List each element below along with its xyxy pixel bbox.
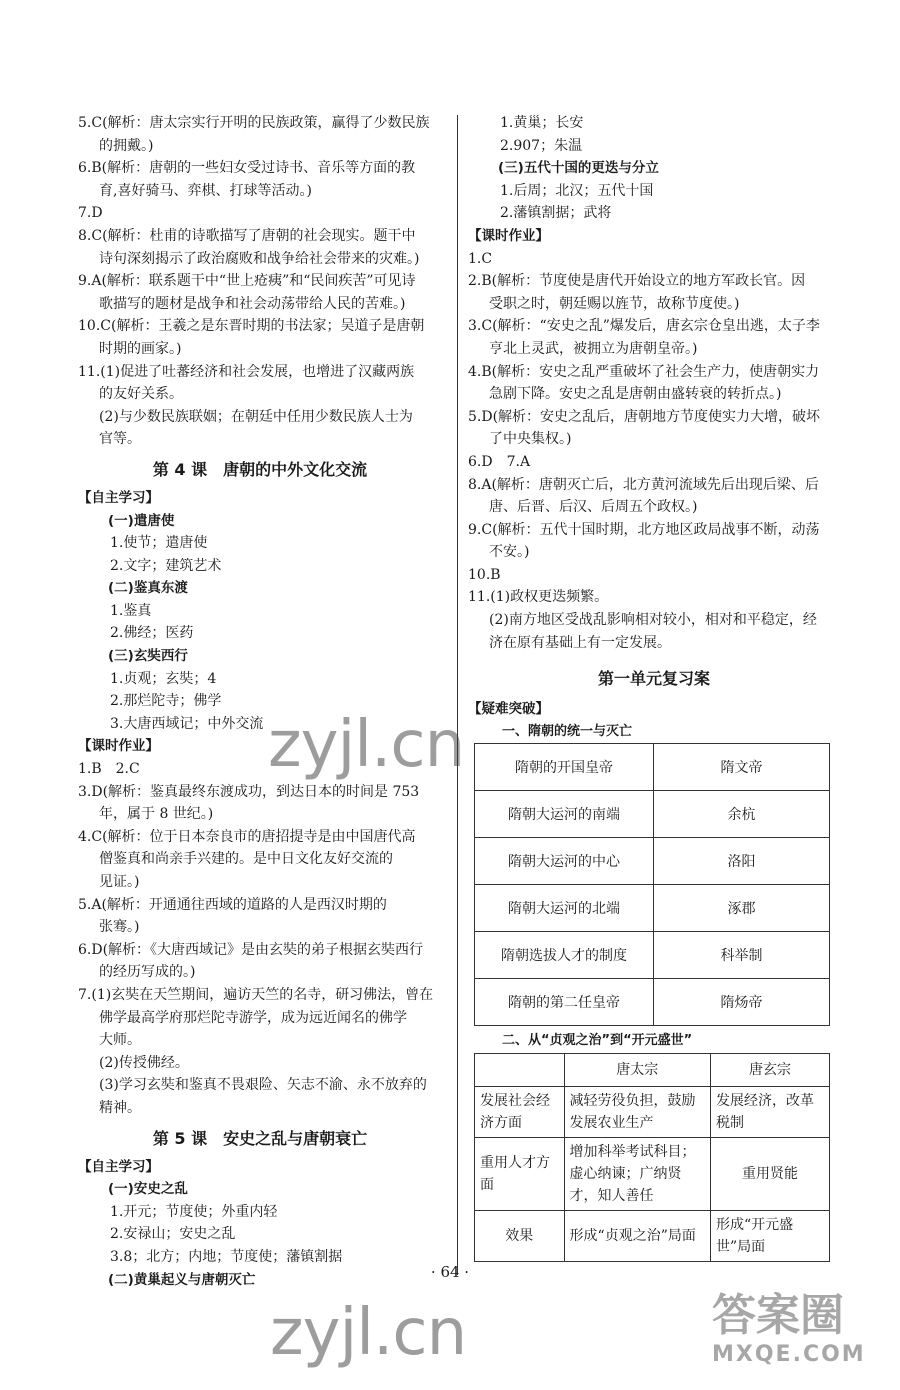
text-line: 8.C(解析：杜甫的诗歌描写了唐朝的社会现实。题干中: [78, 227, 416, 244]
text-line: 9.A(解析：联系题干中“世上疮痍”和“民间疾苦”可见诗: [78, 273, 416, 290]
table-header-cell: [475, 1054, 565, 1087]
text-line: (3)学习玄奘和鉴真不畏艰险、矢志不渝、永不放弃的: [99, 1077, 427, 1094]
text-line: 的友好关系。: [99, 386, 183, 403]
text-line: 1.使节；遣唐使: [110, 535, 208, 552]
text-line: 11.(1)促进了吐蕃经济和社会发展，也增进了汉藏两族: [78, 363, 415, 380]
text-line: 2.藩镇割据；武将: [500, 205, 612, 222]
text-line: 3.C(解析：“安史之乱”爆发后，唐玄宗仓皇出逃，太子李: [468, 318, 820, 335]
table-row: [475, 885, 830, 932]
text-line: 5.A(解析：开通通往西域的道路的人是西汉时期的: [78, 896, 387, 913]
text-line: (2)传授佛经。: [99, 1054, 189, 1071]
text-line: 亨北上灵武，被拥立为唐朝皇帝。): [489, 340, 698, 357]
unit-review-title: 第一单元复习案: [597, 669, 710, 689]
self-study-heading: 【自主学习】: [78, 489, 159, 506]
text-line: 大师。: [99, 1032, 141, 1049]
text-line: 6.B(解析：唐朝的一些妇女受过诗书、音乐等方面的教: [78, 160, 416, 177]
text-line: 济在原有基础上有一定发展。: [489, 634, 671, 651]
text-line: 育,喜好骑马、弈棋、打球等活动。): [99, 182, 312, 199]
text-line: 唐、后晋、后汉、后周五个政权。): [489, 499, 698, 516]
table1-title: 一、隋朝的统一与灭亡: [502, 723, 633, 739]
text-line: 见证。): [99, 874, 140, 890]
watermark-text: zyjl.cn: [270, 1296, 467, 1370]
text-line: 7.(1)玄奘在天竺期间，遍访天竺的名寺，研习佛法，曾在: [78, 986, 434, 1003]
text-line: 8.A(解析：唐朝灭亡后，北方黄河流域先后出现后梁、后: [468, 476, 819, 493]
lesson5-answers: [468, 248, 840, 655]
text-line: 10.B: [468, 566, 501, 583]
text-line: 不安。): [489, 544, 530, 561]
table-cell: 科举制: [654, 932, 830, 979]
table-cell: 隋炀帝: [654, 979, 830, 1026]
text-line: 3.D(解析：鉴真最终东渡成功，到达日本的时间是 753: [78, 783, 420, 800]
table-cell: 涿郡: [654, 885, 830, 932]
self-study-heading: 【自主学习】: [78, 1158, 159, 1175]
tang-table: [474, 1053, 830, 1262]
sub-items: [78, 600, 442, 645]
lesson4-answers: [78, 758, 442, 1120]
text-line: 急剧下降。安史之乱是唐朝由盛转衰的转折点。): [489, 386, 782, 403]
table-cell: 洛阳: [654, 838, 830, 885]
text-line: 的经历写成的。): [99, 964, 196, 981]
table-cell: 发展社会经济方面: [475, 1087, 565, 1138]
text-line: 诗句深刻揭示了政治腐败和战争给社会带来的灾难。): [99, 250, 420, 267]
table-cell: 重用贤能: [710, 1138, 829, 1211]
text-line: 年，属于 8 世纪。): [99, 806, 214, 823]
subheading: (三)五代十国的更迭与分立: [498, 160, 659, 177]
table-cell: 隋朝的开国皇帝: [475, 744, 654, 791]
text-line: 1.贞观；玄奘；4: [110, 670, 217, 687]
table-row: [475, 1087, 830, 1138]
table-cell: 效果: [475, 1211, 565, 1262]
text-line: (2)与少数民族联姻；在朝廷中任用少数民族人士为: [99, 408, 413, 425]
table2-title: 二、从“贞观之治”到“开元盛世”: [502, 1033, 693, 1049]
right-column: [468, 112, 840, 1262]
text-line: 4.C(解析：位于日本奈良市的唐招提寺是由中国唐代高: [78, 828, 416, 845]
text-line: 3.8；北方；内地；节度使；藩镇割据: [110, 1248, 343, 1265]
table-row: [475, 932, 830, 979]
subheading: (一)安史之乱: [108, 1181, 188, 1198]
text-line: 1.开元；节度使；外重内轻: [110, 1203, 278, 1220]
text-line: 1.黄巢；长安: [500, 115, 584, 131]
watermark-logo: [712, 1290, 890, 1380]
table-cell: 隋朝大运河的北端: [475, 885, 654, 932]
subheading: (一)遣唐使: [108, 512, 175, 529]
lesson4-title: 第 4 课 唐朝的中外文化交流: [152, 459, 368, 479]
difficulty-heading: 【疑难突破】: [468, 701, 549, 718]
text-line: 1.B 2.C: [78, 761, 140, 778]
table-row: [475, 744, 830, 791]
text-line: 精神。: [99, 1099, 141, 1116]
text-line: 1.C: [468, 250, 493, 267]
lesson5-title: 第 5 课 安史之乱与唐朝衰亡: [152, 1128, 368, 1148]
text-line: 7.D: [78, 205, 103, 222]
text-line: 2.安禄山；安史之乱: [110, 1226, 236, 1243]
text-line: 了中央集权。): [489, 431, 572, 448]
sub-items: [78, 532, 442, 577]
table-cell: 隋朝的第二任皇帝: [475, 979, 654, 1026]
subheading: (二)鉴真东渡: [108, 580, 188, 597]
sub-items: [468, 180, 840, 225]
text-line: 歌描写的题材是战争和社会动荡带给人民的苦难。): [99, 295, 406, 312]
subheading: (三)玄奘西行: [108, 648, 188, 665]
table-cell: 减轻劳役负担，鼓励发展农业生产: [564, 1087, 710, 1138]
table-row: [475, 1211, 830, 1262]
text-line: 1.后周；北汉；五代十国: [500, 182, 654, 199]
text-line: 2.907；朱温: [500, 137, 583, 154]
text-line: 1.鉴真: [110, 602, 152, 619]
table-header-cell: 唐玄宗: [710, 1054, 829, 1087]
table-row: [475, 979, 830, 1026]
text-line: 9.C(解析：五代十国时期，北方地区政局战事不断，动荡: [468, 521, 820, 538]
table-row: [475, 1138, 830, 1211]
table-cell: 隋文帝: [654, 744, 830, 791]
table-cell: 重用人才方面: [475, 1138, 565, 1211]
lesson3-answers: [78, 112, 442, 451]
homework-heading: 【课时作业】: [468, 227, 549, 244]
column-divider: [457, 115, 458, 1275]
text-line: 6.D 7.A: [468, 453, 531, 470]
text-line: 时期的画家。): [99, 340, 182, 357]
sub-items: [468, 112, 840, 157]
text-line: 官等。: [99, 431, 141, 448]
text-line: 2.文字；建筑艺术: [110, 557, 222, 574]
table-header-cell: 唐太宗: [564, 1054, 710, 1087]
text-line: 张骞。): [99, 919, 140, 936]
table-cell: 隋朝大运河的南端: [475, 791, 654, 838]
sub-items: [78, 1201, 442, 1269]
homework-heading: 【课时作业】: [78, 738, 159, 755]
table-cell: 隋朝选拔人才的制度: [475, 932, 654, 979]
text-line: 2.B(解析：节度使是唐代开始设立的地方军政长官。因: [468, 273, 806, 290]
text-line: 6.D(解析：《大唐西域记》是由玄奘的弟子根据玄奘西行: [78, 941, 424, 958]
table-cell: 增加科举考试科目；虚心纳谏；广纳贤才，知人善任: [564, 1138, 710, 1211]
table-cell: 形成“贞观之治”局面: [564, 1211, 710, 1262]
table-row: [475, 838, 830, 885]
left-column: [78, 112, 442, 1291]
text-line: 受职之时，朝廷赐以旌节，故称节度使。): [489, 295, 740, 312]
text-line: 3.大唐西域记；中外交流: [110, 715, 264, 732]
page-number: · 64 ·: [430, 1263, 470, 1281]
logo-subtext: MXQE.COM: [712, 1342, 866, 1367]
text-line: 5.D(解析：安史之乱后，唐朝地方节度使实力大增，破坏: [468, 408, 821, 425]
text-line: 2.那烂陀寺；佛学: [110, 693, 222, 710]
table-cell: 发展经济，改革税制: [710, 1087, 829, 1138]
table-cell: 隋朝大运河的中心: [475, 838, 654, 885]
text-line: 僧鉴真和尚亲手兴建的。是中日文化友好交流的: [99, 851, 393, 868]
text-line: (2)南方地区受战乱影响相对较小，相对和平稳定，经: [489, 612, 817, 629]
text-line: 11.(1)政权更迭频繁。: [468, 589, 609, 606]
text-line: 2.佛经；医药: [110, 625, 194, 642]
text-line: 佛学最高学府那烂陀寺游学，成为远近闻名的佛学: [99, 1009, 407, 1026]
table-cell: 余杭: [654, 791, 830, 838]
subheading: (二)黄巢起义与唐朝灭亡: [108, 1271, 256, 1288]
watermark-text: zyjl.cn: [268, 708, 465, 782]
sui-table: [474, 743, 830, 1026]
text-line: 10.C(解析：王羲之是东晋时期的书法家；吴道子是唐朝: [78, 318, 425, 335]
text-line: 4.B(解析：安史之乱严重破坏了社会生产力，使唐朝实力: [468, 363, 820, 380]
table-row: [475, 791, 830, 838]
table-cell: 形成“开元盛世”局面: [710, 1211, 829, 1262]
text-line: 5.C(解析：唐太宗实行开明的民族政策，赢得了少数民族: [78, 115, 430, 131]
text-line: 的拥戴。): [99, 137, 154, 154]
logo-text: 答案圈: [712, 1290, 844, 1341]
